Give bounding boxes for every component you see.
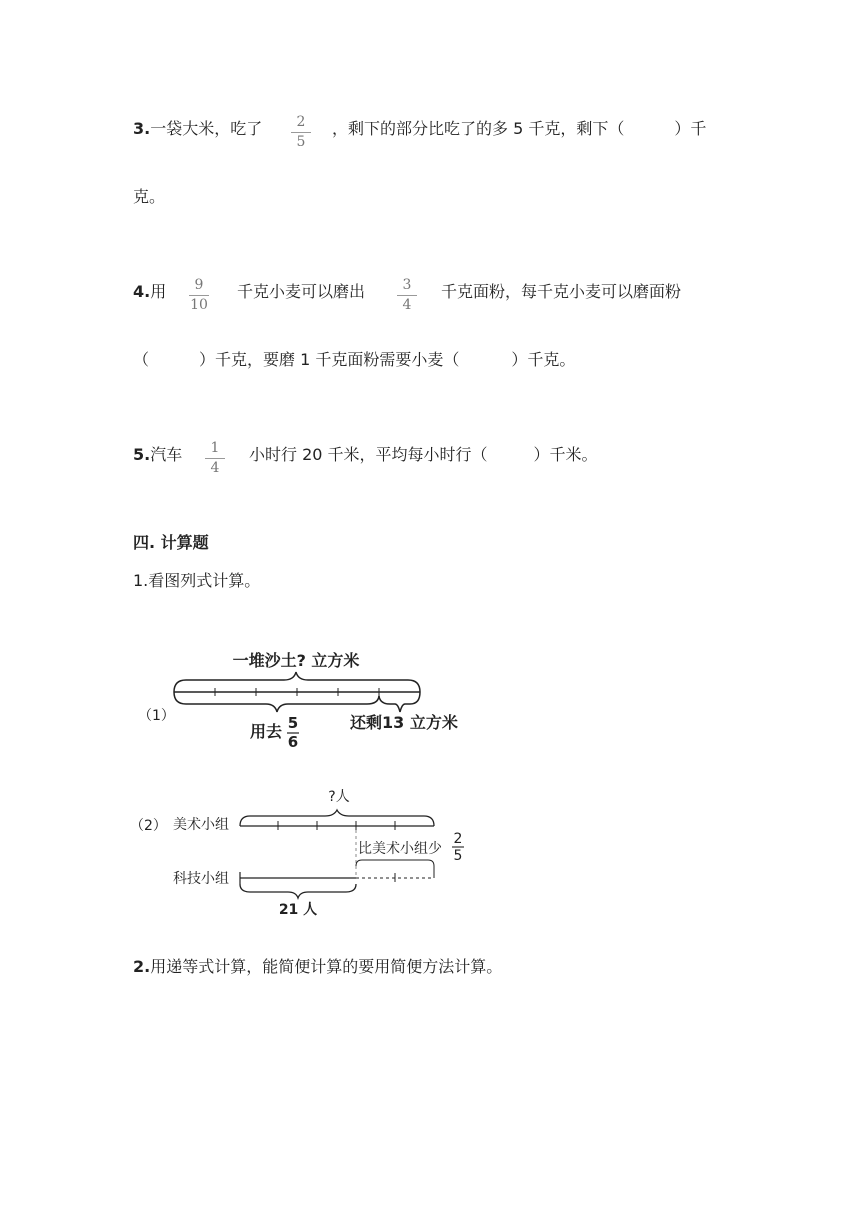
- calc-question-2: [133, 956, 502, 978]
- remain-label: 还剩13 立方米: [350, 713, 458, 732]
- fraction-denominator: 10: [190, 297, 208, 313]
- question-text: 千克面粉，每千克小麦可以磨面粉: [441, 282, 682, 301]
- art-total-brace: [240, 810, 434, 826]
- diagram-2: [130, 789, 464, 918]
- used-brace: [174, 692, 379, 712]
- question-text: 汽车: [150, 445, 183, 464]
- compare-frac-numerator: 2: [453, 831, 463, 847]
- compare-label: 比美术小组少: [358, 841, 442, 857]
- total-label: 一堆沙土? 立方米: [232, 651, 360, 670]
- used-frac-denominator: 6: [287, 733, 299, 751]
- fraction-numerator: 2: [296, 114, 306, 130]
- question-number: 3.: [133, 119, 151, 138]
- question-text: 用: [150, 282, 167, 301]
- fraction-numerator: 1: [210, 440, 220, 456]
- diagram-1: [138, 651, 458, 751]
- used-frac-numerator: 5: [287, 714, 299, 732]
- question-text: ）千克，要磨 1 千克面粉需要小麦（: [199, 350, 460, 369]
- question-text: ）千克。: [511, 350, 576, 369]
- tech-brace: [240, 884, 356, 898]
- question-number: 5.: [133, 445, 151, 464]
- question-text: 千克小麦可以磨出: [237, 282, 366, 301]
- question-text: ）千米。: [533, 445, 598, 464]
- question-text: 用递等式计算，能简便计算的要用简便方法计算。: [150, 957, 503, 976]
- question-text: 小时行 20 千米，平均每小时行（: [249, 445, 488, 464]
- question-text: ）千: [674, 119, 707, 138]
- tech-group-label: 科技小组: [173, 871, 229, 887]
- question-number: 4.: [133, 282, 151, 301]
- diagram-label: （1）: [138, 708, 175, 724]
- diagram-label: （2）: [130, 818, 167, 834]
- question-number: 1.: [133, 571, 149, 590]
- question-text: 一袋大米，吃了: [150, 119, 263, 138]
- question-text: 看图列式计算。: [148, 571, 261, 590]
- question-number: 2.: [133, 957, 151, 976]
- section-title: 四. 计算题: [133, 533, 209, 552]
- fraction-numerator: 3: [402, 277, 412, 293]
- fraction-denominator: 4: [402, 297, 412, 313]
- fraction-denominator: 4: [210, 460, 220, 476]
- remain-brace: [379, 692, 420, 712]
- compare-frac-denominator: 5: [453, 848, 463, 864]
- total-people-label: ?人: [328, 789, 350, 805]
- fraction-denominator: 5: [296, 134, 306, 150]
- question-text: 克。: [133, 187, 166, 206]
- tech-count-label: 21 人: [278, 902, 318, 918]
- question-text: （: [133, 350, 150, 369]
- art-group-label: 美术小组: [173, 817, 229, 833]
- fraction-numerator: 9: [194, 277, 204, 293]
- question-text: ，剩下的部分比吃了的多 5 千克，剩下（: [332, 119, 625, 138]
- compare-brace: [356, 860, 434, 866]
- used-label: 用去: [250, 722, 283, 741]
